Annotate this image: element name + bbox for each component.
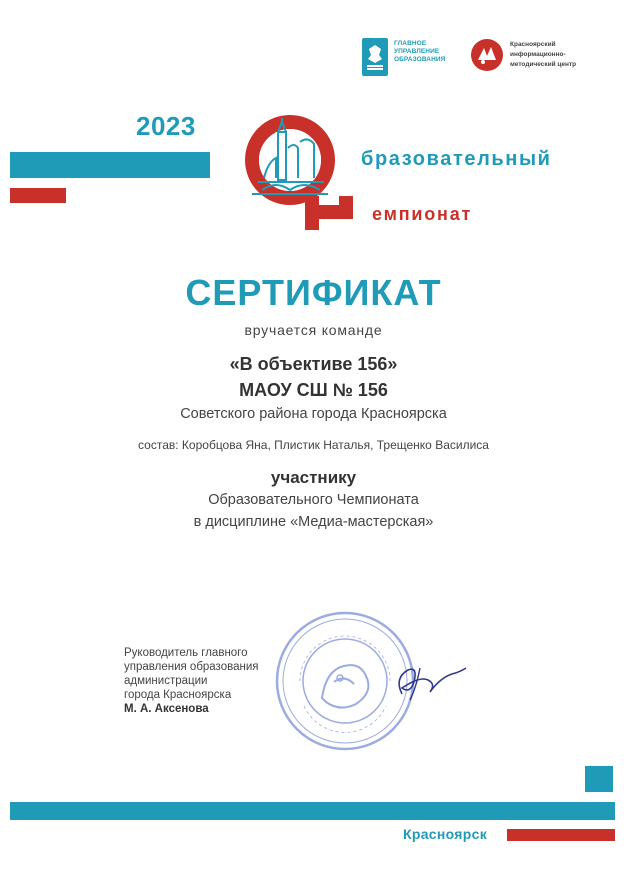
championship-emblem-icon	[228, 112, 368, 242]
team-name: «В объективе 156»	[229, 354, 398, 374]
kimc-logo	[470, 36, 610, 80]
decor-bar-red	[10, 188, 66, 203]
city-emblem-icon	[362, 38, 388, 76]
certificate-subtitle: вручается команде	[244, 322, 383, 338]
signer-line-1: Руководитель главного	[124, 647, 248, 659]
kimc-emblem-icon	[470, 38, 504, 72]
certificate-title: СЕРТИФИКАТ	[185, 272, 442, 313]
school-name: МАОУ СШ № 156	[239, 380, 388, 400]
decor-bar-teal	[10, 152, 210, 178]
championship-name: Образовательного Чемпионата	[208, 492, 419, 508]
discipline-name: в дисциплине «Медиа-мастерская»	[193, 514, 434, 530]
signer-name: М. А. Аксенова	[124, 703, 209, 715]
brand-word-chempionat: емпионат	[372, 204, 473, 224]
decor-bar-teal-bottom	[10, 802, 615, 820]
signature-icon	[380, 648, 480, 708]
brand-word-obrazovatelny: бразовательный	[361, 148, 552, 170]
signer-line-3: администрации	[124, 675, 208, 687]
signer-line-4: города Красноярска	[124, 689, 232, 701]
kimc-logo-text: Красноярский информационно-методический центр	[510, 41, 577, 68]
year-label: 2023	[136, 111, 196, 141]
footer-city: Красноярск	[403, 826, 488, 842]
signer-line-2: управления образования	[124, 661, 259, 673]
guo-logo	[362, 38, 462, 78]
participant-role: участнику	[270, 468, 357, 487]
district-text: Советского района города Красноярска	[180, 406, 447, 422]
team-composition: состав: Коробцова Яна, Плистик Наталья, Трещенко Василиса	[138, 438, 489, 452]
decor-square-teal	[585, 766, 613, 792]
guo-logo-text: ГЛАВНОЕ УПРАВЛЕНИЕ ОБРАЗОВАНИЯ	[394, 40, 446, 63]
decor-bar-red-bottom	[507, 829, 615, 841]
signer-block	[124, 646, 294, 716]
